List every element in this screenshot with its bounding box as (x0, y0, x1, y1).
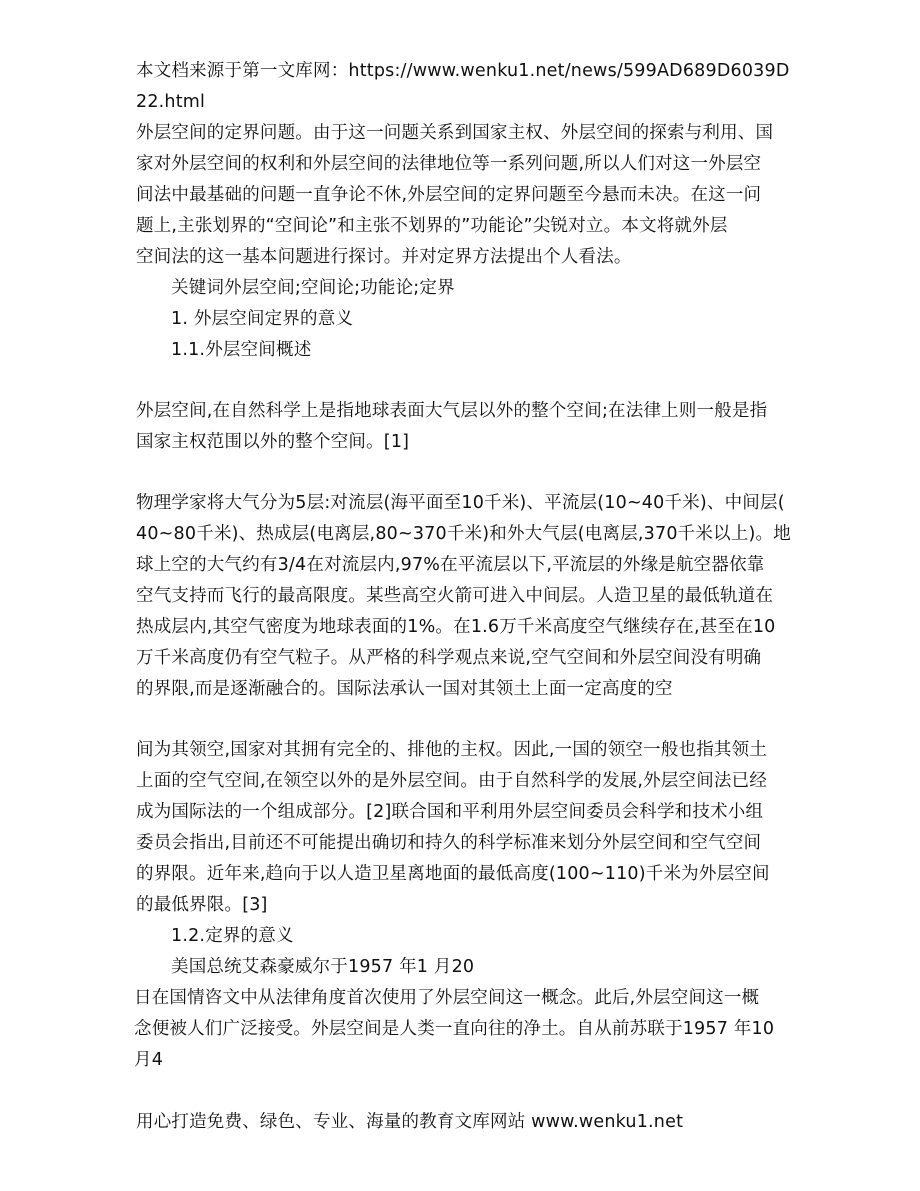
footer-text: 用心打造免费、绿色、专业、海量的教育文库网站 www.wenku1.net (136, 1112, 684, 1132)
text-line: 的界限,而是逐渐融合的。国际法承认一国对其领土上面一定高度的空 (136, 679, 673, 699)
text-line: 国家主权范围以外的整个空间。[1] (136, 432, 410, 452)
text-line: 日在国情咨文中从法律角度首次使用了外层空间这一概念。此后,外层空间这一概 (134, 988, 760, 1008)
source-line: 22.html (136, 92, 206, 112)
paragraph-airspace-sovereignty (136, 735, 796, 983)
keywords-line: 关键词外层空间;空间论;功能论;定界 (171, 278, 455, 298)
section-heading: 1. 外层空间定界的意义 (171, 309, 354, 329)
text-line: 40~80千米)、热成层(电离层,80~370千米)和外大气层(电离层,370千米以上)。地 (136, 524, 791, 544)
text-line: 题上,主张划界的“空间论”和主张不划界的”功能论”尖锐对立。本文将就外层 (136, 216, 728, 236)
text-line: 月4 (134, 1050, 164, 1070)
source-header (136, 56, 796, 118)
text-line: 的最低界限。[3] (136, 895, 268, 915)
text-line: 万千米高度仍有空气粒子。从严格的科学观点来说,空气空间和外层空间没有明确 (136, 648, 762, 668)
text-line: 家对外层空间的权利和外层空间的法律地位等一系列问题,所以人们对这一外层空 (136, 154, 762, 174)
abstract-paragraph (136, 118, 796, 366)
text-line: 间法中最基础的问题一直争论不休,外层空间的定界问题至今悬而未决。在这一问 (136, 185, 762, 205)
text-line: 美国总统艾森豪威尔于1957 年1 月20 (171, 957, 475, 977)
text-line: 空间法的这一基本问题进行探讨。并对定界方法提出个人看法。 (136, 247, 632, 267)
text-line: 外层空间,在自然科学上是指地球表面大气层以外的整个空间;在法律上则一般是指 (136, 401, 768, 421)
paragraph-definition-significance (134, 983, 794, 1076)
paragraph-outer-space-definition (136, 396, 796, 458)
text-line: 委员会指出,目前还不可能提出确切和持久的科学标准来划分外层空间和空气空间 (136, 833, 762, 853)
source-line: 本文档来源于第一文库网：https://www.wenku1.net/news/599AD689D6039D (136, 61, 790, 81)
subsection-heading: 1.1.外层空间概述 (171, 340, 312, 360)
text-line: 上面的空气空间,在领空以外的是外层空间。由于自然科学的发展,外层空间法已经 (136, 771, 768, 791)
text-line: 热成层内,其空气密度为地球表面的1%。在1.6万千米高度空气继续存在,甚至在10 (136, 617, 776, 637)
text-line: 空气支持而飞行的最高限度。某些高空火箭可进入中间层。人造卫星的最低轨道在 (136, 586, 774, 606)
text-line: 念便被人们广泛接受。外层空间是人类一直向往的净土。自从前苏联于1957 年10 (134, 1019, 775, 1039)
text-line: 物理学家将大气分为5层:对流层(海平面至10千米)、平流层(10~40千米)、中间层( (136, 493, 785, 513)
text-line: 的界限。近年来,趋向于以人造卫星离地面的最低高度(100~110)千米为外层空间 (136, 864, 770, 884)
text-line: 成为国际法的一个组成部分。[2]联合国和平利用外层空间委员会科学和技术小组 (136, 802, 764, 822)
page-footer (136, 1107, 796, 1138)
text-line: 外层空间的定界问题。由于这一问题关系到国家主权、外层空间的探索与利用、国 (136, 123, 774, 143)
paragraph-atmosphere-layers (136, 488, 796, 705)
subsection-heading: 1.2.定界的意义 (171, 926, 294, 946)
text-line: 球上空的大气约有3/4在对流层内,97%在平流层以下,平流层的外缘是航空器依靠 (136, 555, 765, 575)
text-line: 间为其领空,国家对其拥有完全的、排他的主权。因此,一国的领空一般也指其领土 (136, 740, 768, 760)
